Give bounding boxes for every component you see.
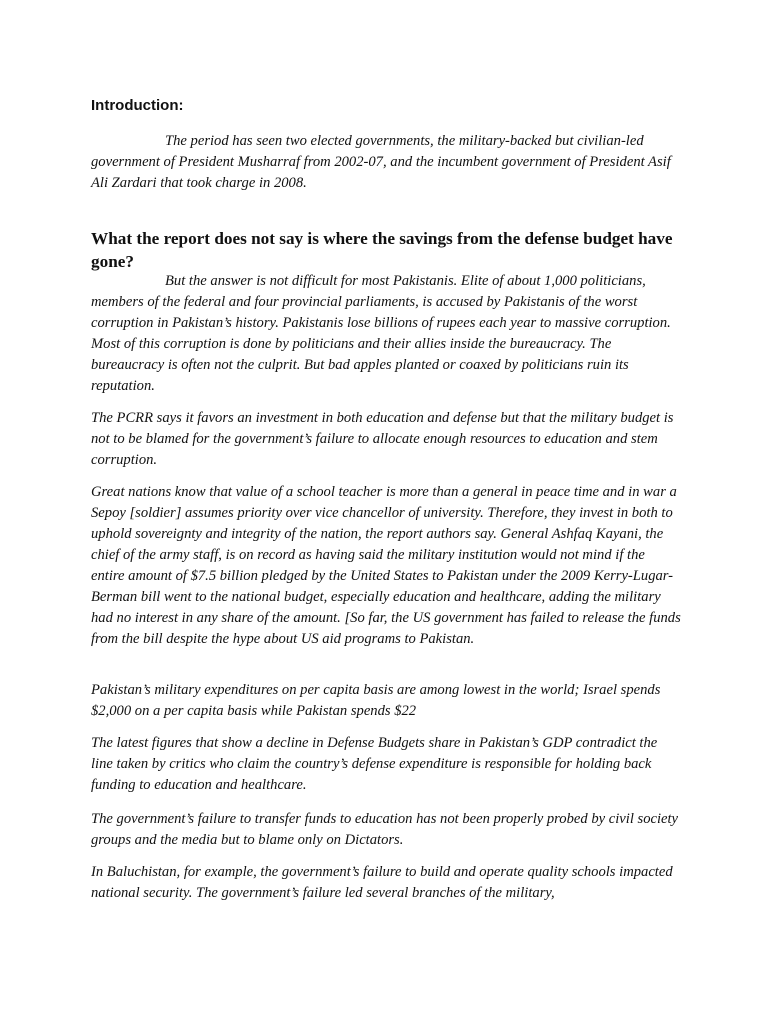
intro-paragraph: The period has seen two elected governments, the military-backed but civilian-led government of President Musharraf from 2002-07, and the incumbent government of President Asif Ali Zardari that took charge in 2008. bbox=[91, 133, 671, 191]
body-paragraph: The PCRR says it favors an investment in both education and defense but that the military budget is not to be blamed for the government’s failure to allocate enough resources to education and stem corruption. bbox=[91, 410, 674, 468]
section-heading: What the report does not say is where the savings from the defense budget have gone? bbox=[91, 229, 673, 271]
body-paragraph: In Baluchistan, for example, the government’s failure to build and operate quality schools impacted national security. The government’s failure led several branches of the military, bbox=[91, 864, 673, 901]
intro-heading: Introduction: bbox=[91, 97, 184, 114]
body-paragraph: The latest figures that show a decline in Defense Budgets share in Pakistan’s GDP contradict the line taken by critics who claim the country’s defense expenditure is responsible for holding back funding to education and healthcare. bbox=[91, 735, 658, 793]
body-paragraph: Pakistan’s military expenditures on per capita basis are among lowest in the world; Israel spends $2,000 on a per capita basis while Pakistan spends $22 bbox=[91, 682, 661, 719]
body-paragraph: Great nations know that value of a school teacher is more than a general in peace time and in war a Sepoy [soldier] assumes priority over vice chancellor of university. Therefore, they invest in both to uphold sovereignty and integrity of the nation, the report authors say. General Ashfaq Kayani, the chief of the army staff, is on record as having said the military institution would not mind if the entire amount of $7.5 billion pledged by the United States to Pakistan under the 2009 Kerry-Lugar-Berman bill went to the national budget, especially education and healthcare, adding the military had no interest in any share of the amount. [So far, the US government has failed to release the funds from the bill despite the hype about US aid programs to Pakistan. bbox=[91, 484, 681, 647]
body-paragraph: The government’s failure to transfer funds to education has not been properly probed by civil society groups and the media but to blame only on Dictators. bbox=[91, 811, 679, 848]
body-paragraph: But the answer is not difficult for most Pakistanis. Elite of about 1,000 politicians, members of the federal and four provincial parliaments, is accused by Pakistanis of the worst corruption in Pakistan’s history. Pakistanis lose billions of rupees each year to massive corruption. Most of this corruption is done by politicians and their allies inside the bureaucracy. The bureaucracy is often not the culprit. But bad apples planted or coaxed by politicians ruin its reputation. bbox=[91, 273, 671, 394]
